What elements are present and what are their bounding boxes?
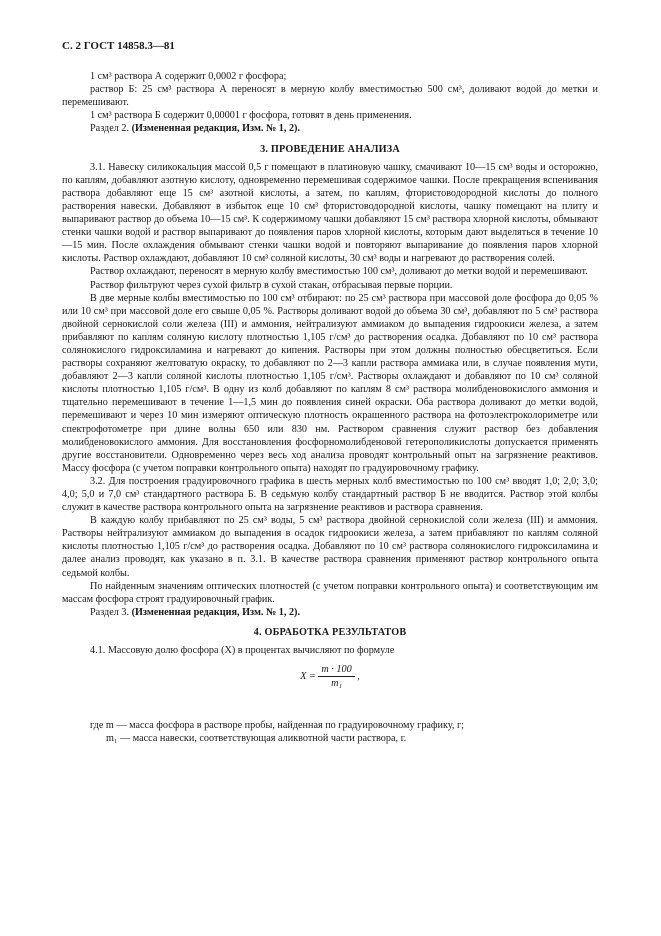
amendment-bold: (Измененная редакция, Изм. № 1, 2). bbox=[131, 606, 300, 618]
where-line-1: где m — масса фосфора в растворе пробы, найденная по градуировочному графику, г; bbox=[90, 720, 464, 732]
section-3-paragraph-5: 3.2. Для построения градуировочного графика в шесть мерных колб вместимостью по 100 см³ вводят 1,0; 2,0; 3,0; 4,0; 5,0 и 7,0 см³ стандартного раствора Б. В седьмую колбу стандартный раствор Б не вводится. Раствор этой колбы служит в качестве раствора контрольного опыта на загрязнение реактивов и раствора сравнения. bbox=[62, 475, 598, 514]
intro-paragraph-2: раствор Б: 25 см³ раствора А переносят в мерную колбу вместимостью 500 см³, доливают водой до метки и перемешивают. bbox=[62, 84, 598, 109]
section-3-paragraph-3: Раствор фильтруют через сухой фильтр в сухой стакан, отбрасывая первые порции. bbox=[90, 279, 453, 291]
section-3-title: 3. ПРОВЕДЕНИЕ АНАЛИЗА bbox=[260, 143, 400, 155]
intro-amendment-note bbox=[62, 122, 598, 135]
section-3-paragraph-1: 3.1. Навеску силикокальция массой 0,5 г помещают в платиновую чашку, смачивают 10—15 см³ воды и осторожно, по каплям, добавляют азотную кислоту, одновременно перемешивая содержимое чашки. После прекращения вспенивания раствора добавляют еще 15 см³ азотной кислоты, а затем, по каплям, фтористоводородной кислоты до полного растворения навески. Добавляют в избыток еще 10 см³ фтористоводородной кислоты, чашку помещают на плиту и выпаривают раствор до объема 10—15 см³. К содержимому чашки добавляют 15 см³ раствора хлорной кислоты, обмывают стенки чашки водой и раствор выпаривают до появления паров хлорной кислоты, которым дают выделяться в течение 10—15 мин. После охлаждения обмывают стенки чашки водой и повторяют выпаривание до появления паров хлорной кислоты. Раствор охлаждают, добавляют 10 см³ соляной кислоты, 30 см³ воды и нагревают до растворения солей. bbox=[62, 161, 598, 265]
section-4-title: 4. ОБРАБОТКА РЕЗУЛЬТАТОВ bbox=[253, 626, 407, 638]
amendment-prefix: Раздел 3. bbox=[90, 606, 132, 618]
section-3-paragraph-2: Раствор охлаждают, переносят в мерную колбу вместимостью 100 см³, доливают до метки водой и перемешивают. bbox=[90, 266, 588, 278]
amendment-bold: (Измененная редакция, Изм. № 1, 2). bbox=[131, 123, 300, 135]
formula-lhs: X = bbox=[300, 671, 316, 683]
section-3-amendment-note bbox=[62, 606, 598, 619]
intro-paragraph-3: 1 см³ раствора Б содержит 0,00001 г фосфора, готовят в день применения. bbox=[90, 110, 412, 122]
formula-tail: , bbox=[357, 671, 360, 683]
formula-numerator: m · 100 bbox=[318, 663, 354, 677]
amendment-prefix: Раздел 2. bbox=[90, 123, 132, 135]
formula-denominator: m₁ bbox=[331, 678, 342, 690]
formula-fraction bbox=[318, 663, 354, 690]
section-3-paragraph-4: В две мерные колбы вместимостью по 100 см³ отбирают: по 25 см³ раствора при массовой доле фосфора до 0,05 % или 10 см³ при массовой доле его свыше 0,05 %. Растворы доливают водой до объема 30 см³, добавляют по 5 см³ раствора двойной сернокислой соли железа (III) и аммония, нейтрализуют аммиаком до выпадения гидроокиси железа, а затем прибавляют по каплям соляную кислоту плотностью 1,105 г/см³ до растворения осадка. Добавляют по 10 см³ раствора солянокислого гидроксиламина и нагревают до кипения. Растворы при этом должны полностью обесцветиться. Если растворы сохраняют желтоватую окраску, то добавляют по 2—3 капли раствора аммиака или, в случае появления мути, добавляют 2—3 капли соляной кислоты плотностью 1,105 г/см³. Растворы охлаждают и добавляют по 10 см³ соляной кислоты плотностью 1,105 г/см³. В одну из колб добавляют по каплям 8 см³ раствора молибденовокислого аммония и тщательно перемешивают в течение 1—1,5 мин до появления синей окраски. Оба раствора доливают до метки водой, перемешивают и через 10 мин измеряют оптическую плотность окрашенного раствора на фотоэлектроколориметре или спектрофотометре при длине волны 650 или 830 нм. Раствором сравнения служит раствор без добавления молибденовокислого аммония. Для восстановления фосфорномолибденовой гетерополикислоты допускается применять другие восстановители. Одновременно через весь ход анализа проводят контрольный опыт на загрязнение реактивов. Массу фосфора (с учетом поправки контрольного опыта) находят по градуировочному графику. bbox=[62, 292, 598, 474]
where-line-2: m₁ — масса навески, соответствующая аликвотной части раствора, г. bbox=[106, 733, 407, 745]
page-header: С. 2 ГОСТ 14858.3—81 bbox=[62, 40, 175, 52]
document-page bbox=[62, 40, 598, 745]
intro-paragraph-1: 1 см³ раствора А содержит 0,0002 г фосфора; bbox=[90, 71, 287, 83]
section-4-paragraph-1: 4.1. Массовую долю фосфора (X) в процентах вычисляют по формуле bbox=[90, 645, 395, 657]
section-3-paragraph-7: По найденным значениям оптических плотностей (с учетом поправки контрольного опыта) и соответствующим им массам фосфора строят градуировочный график. bbox=[62, 580, 598, 605]
formula bbox=[62, 663, 598, 699]
section-3-paragraph-6: В каждую колбу прибавляют по 25 см³ воды, 5 см³ раствора двойной сернокислой соли железа (III) и аммония. Растворы нейтрализуют аммиаком до выпадения в осадок гидроокиси железа, а затем прибавляют по каплям соляной кислоты плотностью 1,105 г/см³ до растворения осадка. Добавляют по 10 см³ раствора солянокислого гидроксиламина и далее анализ проводят, как указано в п. 3.1. В качестве раствора сравнения применяют раствор контрольного опыта седьмой колбы. bbox=[62, 515, 598, 579]
